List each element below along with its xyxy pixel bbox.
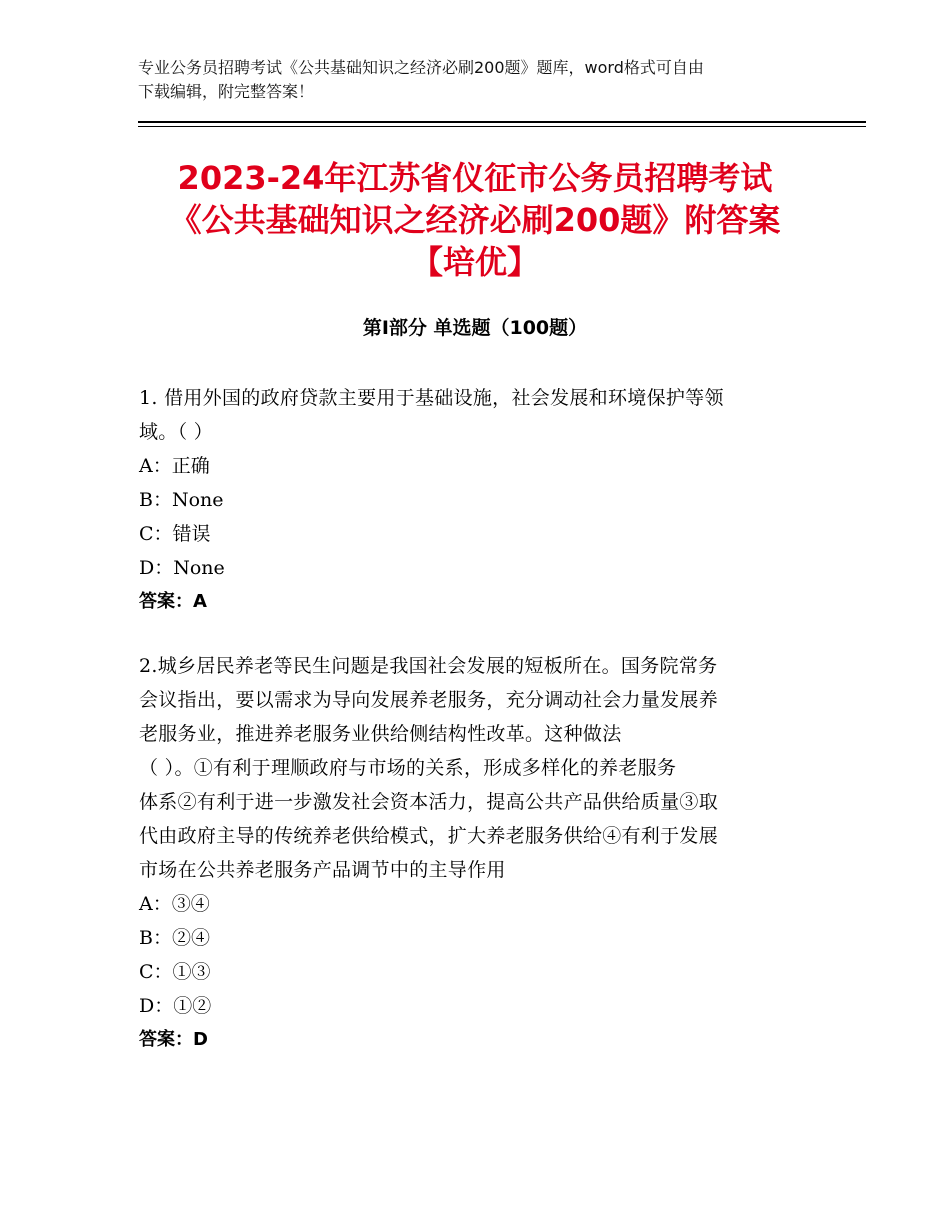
- option-a: A：③④: [139, 893, 210, 915]
- question-text-line: 1. 借用外国的政府贷款主要用于基础设施，社会发展和环境保护等领: [139, 387, 724, 409]
- answer: 答案：A: [139, 591, 207, 612]
- option-c: C：①③: [139, 961, 211, 983]
- header-divider-thin: [138, 126, 866, 127]
- header-note: [138, 56, 818, 104]
- question-text-line: 体系②有利于进一步激发社会资本活力，提高公共产品供给质量③取: [139, 791, 719, 813]
- question-text: [139, 381, 804, 449]
- option-a: A：正确: [139, 455, 210, 477]
- question-2: [139, 649, 804, 1057]
- title-line: 【培优】: [410, 243, 539, 281]
- option-c: C：错误: [139, 523, 211, 545]
- question-1: [139, 381, 804, 619]
- option-b: B：None: [139, 489, 224, 511]
- answer: 答案：D: [139, 1029, 208, 1050]
- question-text-line: 老服务业，推进养老服务业供给侧结构性改革。这种做法: [139, 723, 622, 745]
- header-divider-thick: [138, 121, 866, 123]
- option-d: D：①②: [139, 995, 212, 1017]
- title-line: 《公共基础知识之经济必刷200题》附答案: [169, 201, 781, 239]
- question-text-line: （ ）。①有利于理顺政府与市场的关系，形成多样化的养老服务: [139, 757, 677, 779]
- header-note-line: 下载编辑，附完整答案！: [138, 82, 315, 101]
- question-text-line: 2.城乡居民养老等民生问题是我国社会发展的短板所在。国务院常务: [139, 655, 718, 677]
- question-list: [139, 381, 804, 1087]
- option-d: D：None: [139, 557, 225, 579]
- question-text-line: 代由政府主导的传统养老供给模式，扩大养老服务供给④有利于发展: [139, 825, 719, 847]
- option-b: B：②④: [139, 927, 210, 949]
- document-title: [60, 157, 890, 283]
- question-text-line: 会议指出，要以需求为导向发展养老服务，充分调动社会力量发展养: [139, 689, 719, 711]
- question-text: [139, 649, 804, 887]
- header-note-line: 专业公务员招聘考试《公共基础知识之经济必刷200题》题库，word格式可自由: [138, 58, 704, 77]
- question-text-line: 市场在公共养老服务产品调节中的主导作用: [139, 859, 506, 881]
- section-title: 第Ⅰ部分 单选题（100题）: [362, 317, 588, 339]
- question-text-line: 域。（ ）: [139, 421, 214, 443]
- title-line: 2023-24年江苏省仪征市公务员招聘考试: [177, 159, 773, 197]
